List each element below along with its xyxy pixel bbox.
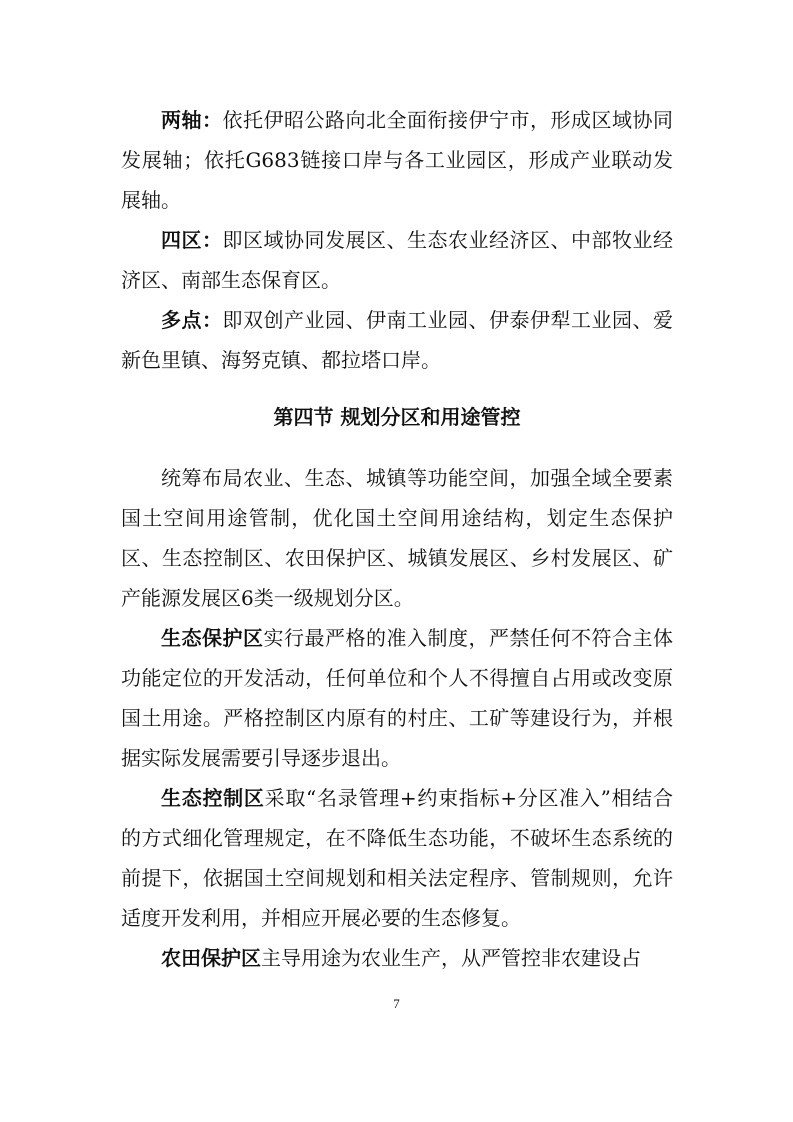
paragraph-farmland-protection	[121, 938, 673, 978]
paragraph-four-zones	[121, 220, 673, 300]
paragraph-multi-points	[121, 300, 673, 380]
section-heading: 第四节 规划分区和用途管控	[273, 405, 521, 429]
section-heading-block	[121, 397, 673, 437]
paragraph-text	[121, 220, 673, 300]
paragraph-body: 即双创产业园、伊南工业园、伊泰伊犁工业园、爱新色里镇、海努克镇、都拉塔口岸。	[121, 308, 673, 372]
paragraph-lead: 多点：	[161, 308, 223, 332]
paragraph-lead: 生态保护区	[161, 626, 264, 650]
paragraph-ecological-protection	[121, 618, 673, 778]
paragraph-lead: 四区：	[161, 228, 223, 252]
paragraph-body: 采取“名录管理+约束指标+分区准入”相结合的方式细化管理规定，在不降低生态功能，不破坏生态系统的前提下，依据国土空间规划和相关法定程序、管制规则，允许适度开发利用，并相应开展必要的生态修复。	[121, 786, 673, 930]
paragraph-lead: 生态控制区	[161, 786, 265, 810]
paragraph-text	[121, 778, 673, 938]
paragraph-lead: 农田保护区	[161, 946, 261, 970]
paragraph-text	[121, 938, 673, 978]
paragraph-lead: 两轴：	[161, 108, 223, 132]
paragraph-text	[121, 100, 673, 220]
paragraph-two-axes	[121, 100, 673, 220]
paragraph-body: 统筹布局农业、生态、城镇等功能空间，加强全域全要素国土空间用途管制，优化国土空间用途结构，划定生态保护区、生态控制区、农田保护区、城镇发展区、乡村发展区、矿产能源发展区6类一级规划分区。	[121, 466, 673, 610]
paragraph-body: 依托伊昭公路向北全面衔接伊宁市，形成区域协同发展轴；依托G683链接口岸与各工业园区，形成产业联动发展轴。	[121, 108, 673, 212]
paragraph-body: 主导用途为农业生产，从严管控非农建设占	[261, 946, 641, 970]
paragraph-text	[121, 300, 673, 380]
paragraph-text	[121, 618, 673, 778]
paragraph-intro	[121, 458, 673, 618]
paragraph-body: 实行最严格的准入制度，严禁任何不符合主体功能定位的开发活动，任何单位和个人不得擅自占用或改变原国土用途。严格控制区内原有的村庄、工矿等建设行为，并根据实际发展需要引导逐步退出。	[121, 626, 673, 770]
page-number: 7	[393, 996, 400, 1011]
paragraph-text	[121, 458, 673, 618]
paragraph-ecological-control	[121, 778, 673, 938]
paragraph-body: 即区域协同发展区、生态农业经济区、中部牧业经济区、南部生态保育区。	[121, 228, 673, 292]
